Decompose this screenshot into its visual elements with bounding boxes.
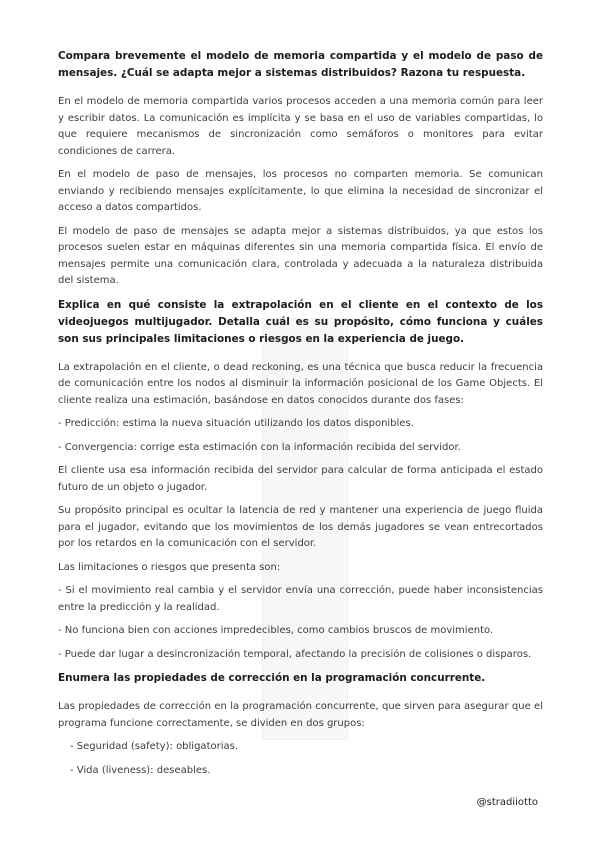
answer-1-paragraph-2: En el modelo de paso de mensajes, los procesos no comparten memoria. Se comunican enviando y recibiendo mensajes explícitamente, lo que elimina la necesidad de sincronizar el acceso a datos compartidos. <box>58 169 543 213</box>
document-page <box>58 48 543 786</box>
answer-2-limits-intro: Las limitaciones o riesgos que presenta son: <box>58 561 281 573</box>
author-handle: @stradiiotto <box>476 797 538 808</box>
answer-2-phase-prediction: - Predicción: estima la nueva situación utilizando los datos disponibles. <box>58 418 414 429</box>
answer-2-usage: El cliente usa esa información recibida del servidor para calcular de forma anticipada el estado futuro de un objeto o jugador. <box>58 465 543 493</box>
answer-3-item-liveness: - Vida (liveness): deseables. <box>70 764 211 776</box>
question-3: Enumera las propiedades de corrección en la programación concurrente. <box>58 672 486 684</box>
answer-3-intro: Las propiedades de corrección en la programación concurrente, que sirven para asegurar que el programa funcione correctamente, se dividen en dos grupos: <box>58 701 543 729</box>
answer-2-purpose: Su propósito principal es ocultar la latencia de red y mantener una experiencia de juego fluida para el jugador, evitando que los movimientos de los demás jugadores se vean entrecortados por los retardos en la comunicación con el servidor. <box>58 505 543 549</box>
question-2: Explica en qué consiste la extrapolación en el cliente en el contexto de los videojuegos multijugador. Detalla cuál es su propósito, cómo funciona y cuáles son sus principales limitaciones o riesgos en la experiencia de juego. <box>58 298 543 345</box>
question-1: Compara brevemente el modelo de memoria compartida y el modelo de paso de mensajes. ¿Cuál se adapta mejor a sistemas distribuidos? Razona tu respuesta. <box>58 50 543 79</box>
answer-2-limit-2: - No funciona bien con acciones impredecibles, como cambios bruscos de movimiento. <box>58 625 494 636</box>
answer-2-limit-3: - Puede dar lugar a desincronización temporal, afectando la precisión de colisiones o disparos. <box>58 648 532 660</box>
answer-1-paragraph-1: En el modelo de memoria compartida varios procesos acceden a una memoria común para leer y escribir datos. La comunicación es implícita y se basa en el uso de variables compartidas, lo que requiere mecanismos de sincronización como semáforos o monitores para evitar condiciones de carrera. <box>58 96 543 157</box>
answer-3-item-safety: - Seguridad (safety): obligatorias. <box>70 741 239 752</box>
answer-1-paragraph-3: El modelo de paso de mensajes se adapta mejor a sistemas distribuidos, ya que estos los procesos suelen estar en máquinas diferentes sin una memoria compartida física. El envío de mensajes permite una comunicación clara, controlada y adecuada a la naturaleza distribuida del sistema. <box>58 225 543 286</box>
answer-2-limit-1: - Si el movimiento real cambia y el servidor envía una corrección, puede haber inconsistencias entre la predicción y la realidad. <box>58 585 543 613</box>
answer-2-intro: La extrapolación en el cliente, o dead reckoning, es una técnica que busca reducir la frecuencia de comunicación entre los nodos al disminuir la información posicional de los Game Objects. El cliente realiza una estimación, basándose en datos conocidos durante dos fases: <box>58 361 543 406</box>
answer-2-phase-convergence: - Convergencia: corrige esta estimación con la información recibida del servidor. <box>58 441 461 453</box>
